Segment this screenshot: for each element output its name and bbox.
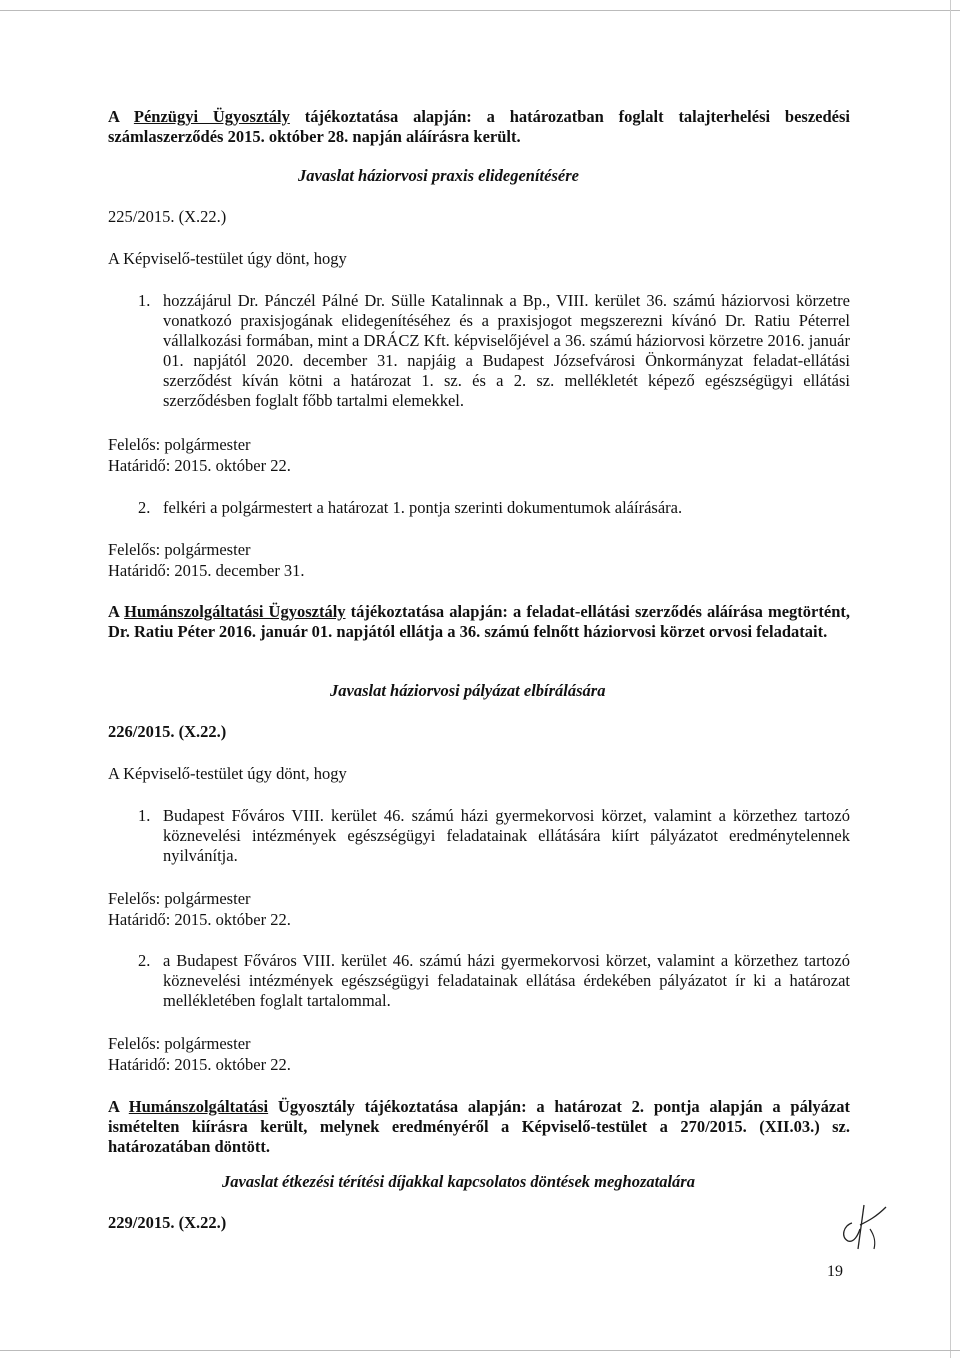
- intro1-text: tájékoztatása alapján: a határozatban foglalt talajterhelési beszedési számlaszerződés 2015. október 28. napján aláírásra került.: [108, 107, 850, 146]
- section1-item2-number: 2.: [138, 498, 151, 517]
- intro2-lead: A: [108, 602, 125, 621]
- section2-decision-line: A Képviselő-testület úgy dönt, hogy: [108, 764, 347, 783]
- section2-item2-text: a Budapest Főváros VIII. kerület 46. számú házi gyermekorvosi körzet, valamint a körzethez tartozó köznevelési intézmények egészségügyi feladatainak ellátása érdekében pályázatot ír ki a határozat mellékletében foglalt tartalommal.: [163, 951, 850, 1010]
- section1-responsible-1: Felelős: polgármester: [108, 435, 251, 454]
- section1-resolution-number: 225/2015. (X.22.): [108, 207, 227, 226]
- scan-edge-bottom: [0, 1350, 960, 1351]
- section2-deadline-2: Határidő: 2015. október 22.: [108, 1055, 291, 1074]
- section2-deadline-1: Határidő: 2015. október 22.: [108, 910, 291, 929]
- section1-decision-line: A Képviselő-testület úgy dönt, hogy: [108, 249, 347, 268]
- section2-resolution-number: 226/2015. (X.22.): [108, 722, 227, 741]
- section3-resolution-number: 229/2015. (X.22.): [108, 1213, 227, 1232]
- section1-item2-text: felkéri a polgármestert a határozat 1. pontja szerinti dokumentumok aláírására.: [163, 498, 683, 517]
- intro2-department: Humánszolgáltatási Ügyosztály: [124, 602, 346, 621]
- intro-paragraph-1: [108, 107, 850, 147]
- section1-item1-number: 1.: [138, 291, 151, 310]
- section1-heading: Javaslat háziorvosi praxis elidegenítésére: [298, 166, 579, 185]
- scan-edge-right: [950, 0, 951, 1358]
- section2-responsible-2: Felelős: polgármester: [108, 1034, 251, 1053]
- section2-item2-number: 2.: [138, 951, 151, 970]
- scan-edge-top: [0, 10, 960, 11]
- intro-paragraph-3: [108, 1097, 850, 1157]
- intro3-text: Ügyosztály tájékoztatása alapján: a határozat 2. pontja alapján a pályázat ismételten kiírásra került, melynek eredményéről a Képviselő-testület a 270/2015. (XII.03.) sz. határozatában döntött.: [108, 1097, 850, 1156]
- section2-heading: Javaslat háziorvosi pályázat elbírálására: [330, 681, 606, 700]
- section1-item1-text: hozzájárul Dr. Pánczél Pálné Dr. Sülle Katalinnak a Bp., VIII. kerület 36. számú háziorvosi körzetre vonatkozó praxisjogának elidegenítéséhez és a praxisjogot megszerezni kívánó Dr. Ratiu Péterrel vállalkozási formában, mint a DRÁCZ Kft. képviselőjével a 36. számú háziorvosi körzetre 2016. január 01. napjától 2020. december 31. napjáig a Budapest Józsefvárosi Önkormányzat feladat-ellátási szerződést kíván kötni a határozat 1. sz. és a 2. sz. mellékletét képező egészségügyi ellátási szerződésben foglalt főbb tartalmi elemekkel.: [163, 291, 850, 410]
- intro1-department: Pénzügyi Ügyosztály: [133, 107, 290, 126]
- intro3-department: Humánszolgáltatási: [128, 1097, 269, 1116]
- intro-paragraph-2: [108, 602, 850, 642]
- section3-heading: Javaslat étkezési térítési díjakkal kapcsolatos döntések meghozatalára: [222, 1172, 695, 1191]
- section2-item1-number: 1.: [138, 806, 151, 825]
- section2-item1-text: Budapest Főváros VIII. kerület 46. számú házi gyermekorvosi körzet, valamint a körzethez tartozó köznevelési intézmények egészségügyi feladatainak ellátására kiírt pályázatot eredménytelennek nyilvánítja.: [163, 806, 850, 865]
- intro2-text: tájékoztatása alapján: a feladat-ellátási szerződés aláírása megtörtént, Dr. Ratiu Péter 2016. január 01. napjától ellátja a 36. számú felnőtt háziorvosi körzet orvosi feladatait.: [108, 602, 850, 641]
- section1-deadline-1: Határidő: 2015. október 22.: [108, 456, 291, 475]
- section1-deadline-2: Határidő: 2015. december 31.: [108, 561, 305, 580]
- intro3-lead: A: [108, 1097, 129, 1116]
- section2-responsible-1: Felelős: polgármester: [108, 889, 251, 908]
- page-number: 19: [827, 1263, 843, 1280]
- intro1-lead: A: [108, 107, 134, 126]
- initials-signature: [830, 1195, 900, 1255]
- section1-responsible-2: Felelős: polgármester: [108, 540, 251, 559]
